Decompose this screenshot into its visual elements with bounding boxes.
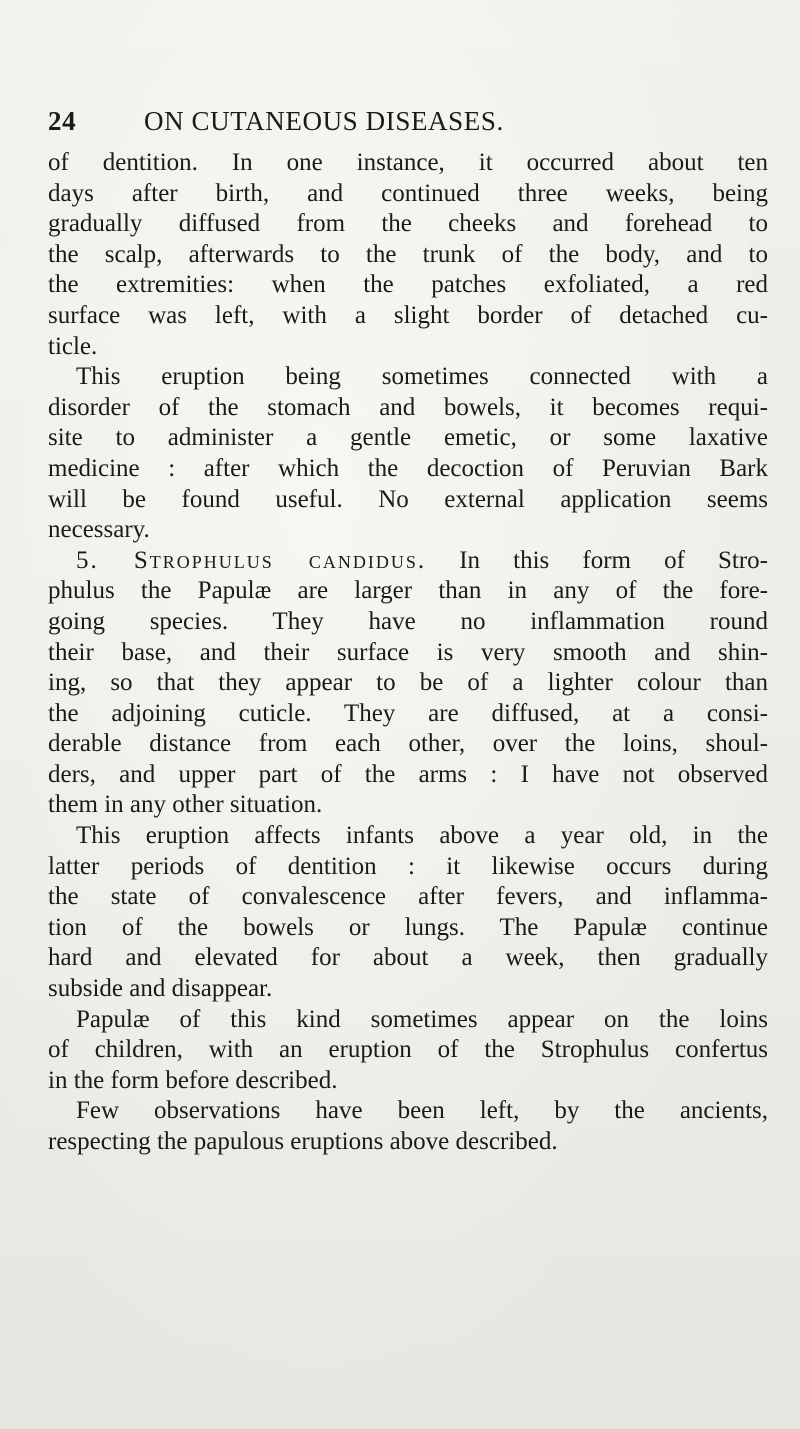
paragraph-start-line xyxy=(48,546,768,577)
text-line: going species. They have no inflammation round xyxy=(48,607,768,635)
text-line: disorder of the stomach and bowels, it becomes requi- xyxy=(48,393,768,421)
text-line: them in any other situation. xyxy=(48,791,323,819)
text-line: gradually diffused from the cheeks and forehead to xyxy=(48,210,768,238)
text-line: the scalp, afterwards to the trunk of the body, and to xyxy=(48,240,768,268)
text-line: hard and elevated for about a week, then gradually xyxy=(48,944,768,972)
text-line: medicine : after which the decoction of Peruvian Bark xyxy=(48,454,768,482)
text-line: tion of the bowels or lungs. The Papulæ continue xyxy=(48,913,768,941)
page-number: 24 xyxy=(48,106,77,136)
text-line: ticle. xyxy=(48,332,98,360)
paragraph-start-line: Few observations have been left, by the ancients, xyxy=(76,1097,768,1125)
text-line: the extremities: when the patches exfoliated, a red xyxy=(48,271,768,299)
body-text xyxy=(48,148,768,1158)
species-heading: 5. Strophulus candidus. xyxy=(76,546,427,574)
species-heading-continuation: In this form of Stro- xyxy=(459,546,768,574)
text-line: latter periods of dentition : it likewise occurs during xyxy=(48,852,768,880)
text-line: derable distance from each other, over the loins, shoul- xyxy=(48,730,768,758)
text-line: surface was left, with a slight border of detached cu- xyxy=(48,301,768,329)
text-line: ing, so that they appear to be of a lighter colour than xyxy=(48,669,768,697)
text-line: in the form before described. xyxy=(48,1066,338,1094)
paragraph-start-line: This eruption affects infants above a year old, in the xyxy=(76,822,768,850)
text-line: days after birth, and continued three weeks, being xyxy=(48,179,768,207)
text-line: of children, with an eruption of the Strophulus confertus xyxy=(48,1036,768,1064)
text-line: their base, and their surface is very smooth and shin- xyxy=(48,638,768,666)
text-line: necessary. xyxy=(48,516,150,544)
text-line: phulus the Papulæ are larger than in any of the fore- xyxy=(48,577,768,605)
paragraph-start-line: Papulæ of this kind sometimes appear on the loins xyxy=(76,1005,768,1033)
text-line: the adjoining cuticle. They are diffused, at a consi- xyxy=(48,699,768,727)
text-line: of dentition. In one instance, it occurred about ten xyxy=(48,149,768,176)
text-line: ders, and upper part of the arms : I have not observed xyxy=(48,760,768,788)
text-line: site to administer a gentle emetic, or some laxative xyxy=(48,424,768,452)
paragraph-start-line: This eruption being sometimes connected with a xyxy=(76,363,768,391)
text-line: the state of convalescence after fevers, and inflamma- xyxy=(48,883,768,911)
running-title: ON CUTANEOUS DISEASES. xyxy=(144,106,504,136)
text-line: respecting the papulous eruptions above described. xyxy=(48,1128,558,1155)
text-line: subside and disappear. xyxy=(48,975,273,1003)
text-line: will be found useful. No external application seems xyxy=(48,485,768,513)
running-head xyxy=(48,106,758,142)
